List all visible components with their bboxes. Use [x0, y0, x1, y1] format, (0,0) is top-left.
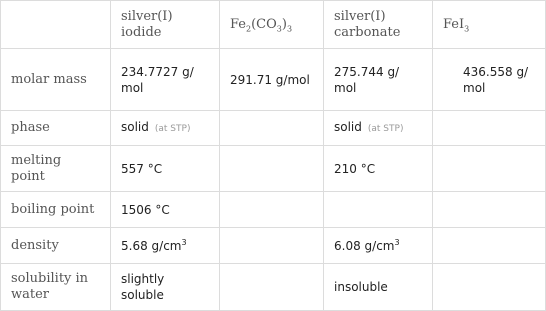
molar-mass-iron-iodide: 436.558 g/ mol [433, 49, 546, 111]
density-exponent: 3 [394, 237, 400, 247]
formula-part: (CO [251, 16, 277, 32]
solubility-iron-carbonate [220, 264, 324, 311]
molar-mass-silver-iodide: 234.7727 g/ mol [111, 49, 220, 111]
formula-part: ) [281, 16, 287, 32]
density-iron-carbonate [220, 228, 324, 264]
formula-subscript: 3 [464, 24, 470, 34]
melting-point-silver-carbonate: 210 °C [324, 146, 433, 192]
solubility-iron-iodide [433, 264, 546, 311]
row-label-density: density [1, 228, 111, 264]
phase-silver-iodide [111, 111, 220, 146]
solubility-silver-carbonate: insoluble [324, 264, 433, 311]
column-header-line2: iodide [121, 24, 162, 40]
phase-silver-carbonate [324, 111, 433, 146]
formula-subscript: 3 [286, 24, 293, 34]
column-header-silver-carbonate [324, 1, 433, 49]
density-silver-iodide [111, 228, 220, 264]
melting-point-iron-iodide [433, 146, 546, 192]
row-label-solubility: solubility in water [1, 264, 111, 311]
density-iron-iodide [433, 228, 546, 264]
column-header-line2: carbonate [334, 24, 401, 40]
row-label-boiling-point: boiling point [1, 192, 111, 228]
column-header-iron-carbonate [220, 1, 324, 49]
boiling-point-iron-carbonate [220, 192, 324, 228]
column-header-line1: silver(I) [334, 8, 386, 24]
phase-value: solid [121, 120, 149, 134]
column-header-line1: silver(I) [121, 8, 173, 24]
formula-part: Fe [230, 16, 247, 32]
density-value: 5.68 g/cm [121, 238, 182, 253]
table-row-boiling-point [1, 192, 546, 228]
row-label-phase: phase [1, 111, 111, 146]
phase-iron-carbonate [220, 111, 324, 146]
density-exponent: 3 [181, 237, 187, 247]
table-row-molar-mass [1, 49, 546, 111]
formula-subscript: 2 [246, 24, 252, 34]
boiling-point-iron-iodide [433, 192, 546, 228]
solubility-silver-iodide: slightly soluble [111, 264, 220, 311]
melting-point-silver-iodide: 557 °C [111, 146, 220, 192]
boiling-point-silver-iodide: 1506 °C [111, 192, 220, 228]
phase-iron-iodide [433, 111, 546, 146]
molar-mass-iron-carbonate: 291.71 g/mol [220, 49, 324, 111]
table-row-phase [1, 111, 546, 146]
table-row-melting-point [1, 146, 546, 192]
row-label-molar-mass: molar mass [1, 49, 111, 111]
phase-note: (at STP) [154, 124, 191, 134]
phase-note: (at STP) [367, 124, 404, 134]
formula-subscript: 3 [276, 24, 282, 34]
density-silver-carbonate [324, 228, 433, 264]
boiling-point-silver-carbonate [324, 192, 433, 228]
column-header-iron-iodide [433, 1, 546, 49]
row-label-melting-point: melting point [1, 146, 111, 192]
formula-part: FeI [443, 16, 465, 32]
table-row-density [1, 228, 546, 264]
molar-mass-silver-carbonate: 275.744 g/ mol [324, 49, 433, 111]
corner-cell [1, 1, 111, 49]
melting-point-iron-carbonate [220, 146, 324, 192]
phase-value: solid [334, 120, 362, 134]
column-header-silver-iodide [111, 1, 220, 49]
table-row-solubility [1, 264, 546, 311]
header-row [1, 1, 546, 49]
density-value: 6.08 g/cm [334, 238, 395, 253]
